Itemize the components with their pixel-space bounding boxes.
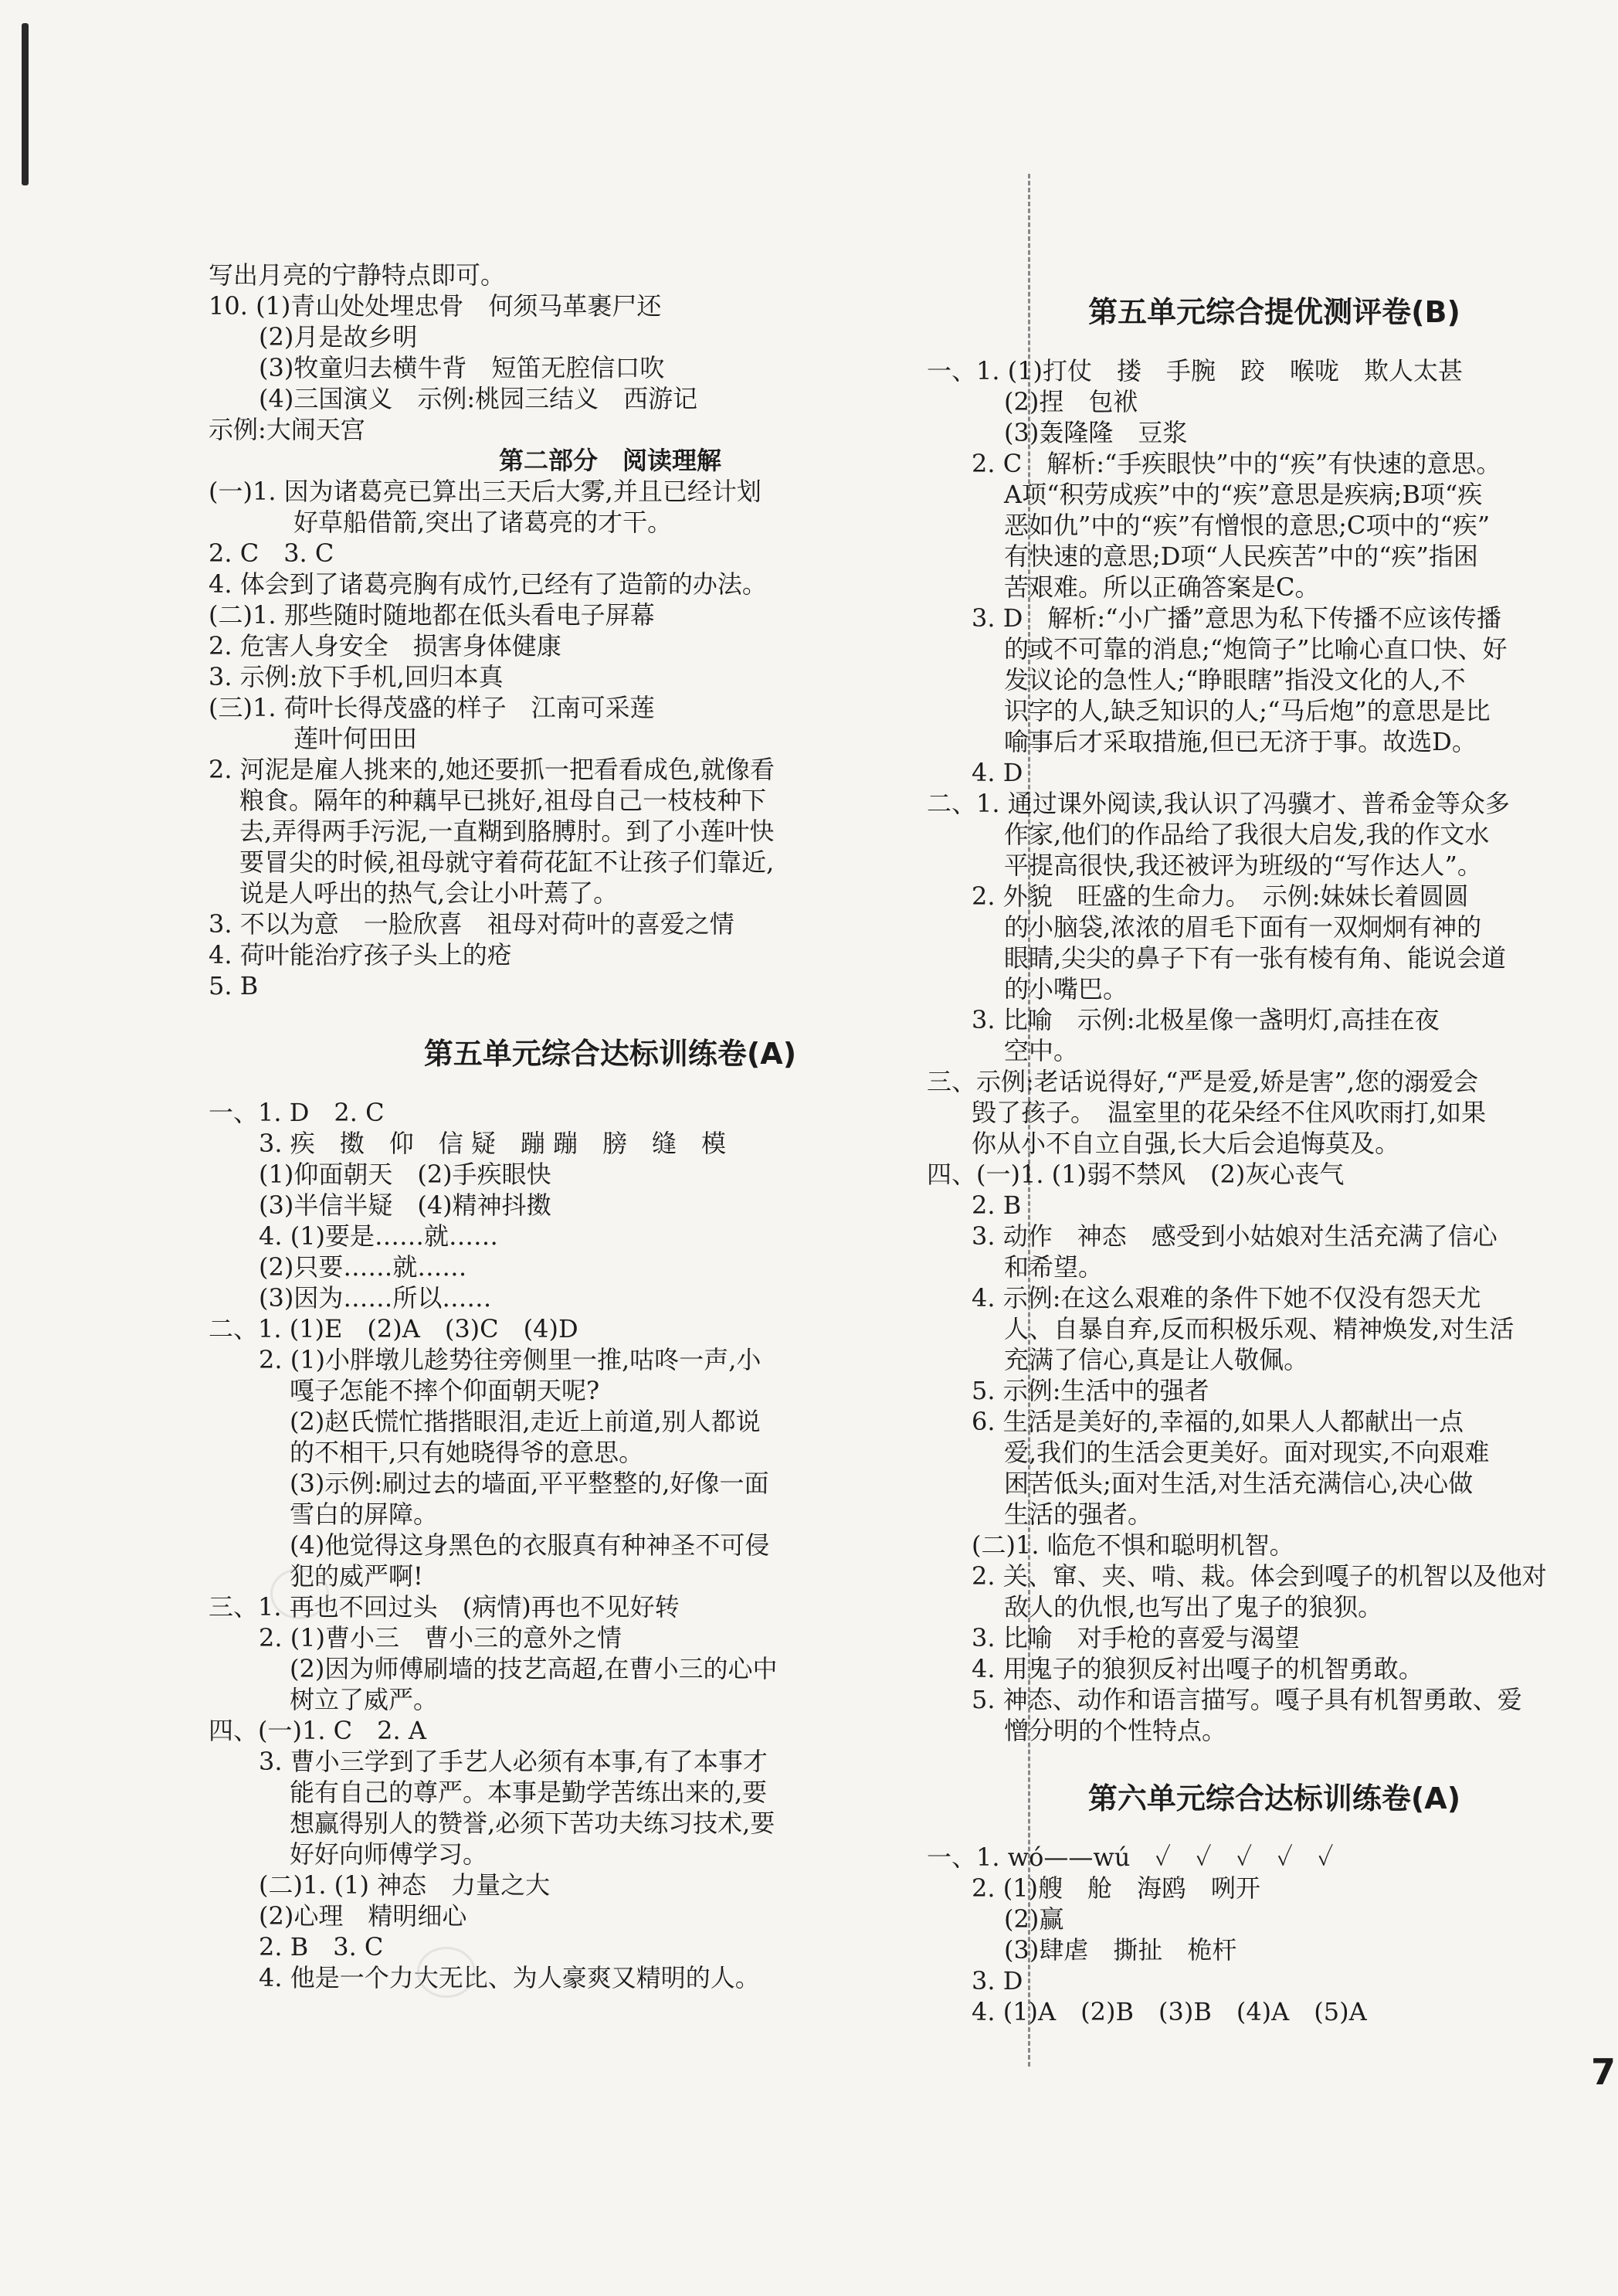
answer-line: 好好向师傅学习。	[290, 1839, 488, 1869]
answer-line: 二、1. (1)E (2)A (3)C (4)D	[209, 1314, 578, 1343]
section-title: 第五单元综合达标训练卷(A)	[423, 1037, 797, 1071]
answer-line: 能有自己的尊严。本事是勤学苦练出来的,要	[290, 1778, 768, 1807]
section-title: 第六单元综合达标训练卷(A)	[1087, 1781, 1461, 1815]
answer-line: 示例:大闹天宫	[209, 415, 365, 444]
answer-line: (2)赢	[1004, 1904, 1064, 1934]
answer-line: (2)赵氏慌忙揩揩眼泪,走近上前道,别人都说	[290, 1407, 761, 1436]
answer-line: 2. B	[972, 1190, 1022, 1220]
answer-line: 4. 体会到了诸葛亮胸有成竹,已经有了造箭的办法。	[209, 569, 767, 599]
answer-line: (二)1. (1) 神态 力量之大	[259, 1870, 551, 1900]
answer-line: 2. 危害人身安全 损害身体健康	[209, 631, 561, 661]
answer-line: 3. 比喻 示例:北极星像一盏明灯,高挂在夜	[972, 1005, 1440, 1034]
answer-line: 雪白的屏障。	[290, 1500, 439, 1529]
answer-line: 平提高很快,我还被评为班级的“写作达人”。	[1004, 851, 1482, 880]
watermark-stamp	[270, 1568, 329, 1619]
binding-edge-mark	[22, 23, 29, 185]
answer-line: 喻事后才采取措施,但已无济于事。故选D。	[1004, 727, 1477, 756]
answer-line: (2)月是故乡明	[259, 322, 418, 352]
answer-line: 和希望。	[1004, 1252, 1104, 1282]
answer-line: 3. 动作 神态 感受到小姑娘对生活充满了信心	[972, 1221, 1498, 1251]
answer-line: 空中。	[1004, 1036, 1079, 1065]
answer-line: 识字的人,缺乏知识的人;“马后炮”的意思是比	[1004, 696, 1491, 725]
right-column	[927, 260, 1618, 2027]
answer-line: 的不相干,只有她晓得爷的意思。	[290, 1438, 644, 1467]
answer-line: 2. 关、窜、夹、啃、栽。体会到嘎子的机智以及他对	[972, 1561, 1547, 1591]
answer-line: 的小脑袋,浓浓的眉毛下面有一双炯炯有神的	[1004, 912, 1482, 942]
answer-line: (4)他觉得这身黑色的衣服真有种神圣不可侵	[290, 1530, 770, 1560]
answer-line: 3. 比喻 对手枪的喜爱与渴望	[972, 1623, 1300, 1652]
answer-line: (2)捏 包袱	[1004, 387, 1138, 416]
answer-line: 5. 示例:生活中的强者	[972, 1376, 1209, 1405]
answer-line: (二)1. 临危不惧和聪明机智。	[972, 1530, 1294, 1560]
answer-line: (2)只要……就……	[259, 1252, 467, 1282]
answer-line: 要冒尖的时候,祖母就守着荷花缸不让孩子们靠近,	[239, 847, 775, 877]
answer-line: 爱,我们的生活会更美好。面对现实,不向艰难	[1004, 1438, 1490, 1467]
answer-line: (2)心理 精明细心	[259, 1901, 467, 1931]
left-column	[209, 260, 1012, 1993]
answer-line: 去,弄得两手污泥,一直糊到胳膊肘。到了小莲叶快	[239, 817, 775, 846]
answer-line: 眼睛,尖尖的鼻子下有一张有棱有角、能说会道	[1004, 943, 1507, 973]
answer-line: (3)示例:刷过去的墙面,平平整整的,好像一面	[290, 1469, 769, 1498]
answer-line: (3)肆虐 撕扯 桅杆	[1004, 1935, 1237, 1965]
answer-line: 困苦低头;面对生活,对生活充满信心,决心做	[1004, 1469, 1474, 1498]
answer-line: 一、1. (1)打仗 搂 手腕 跤 喉咙 欺人太甚	[927, 356, 1464, 385]
answer-line: 2. (1)艘 舱 海鸥 咧开	[972, 1873, 1261, 1903]
watermark-stamp	[417, 1947, 476, 1998]
answer-line: 生活的强者。	[1004, 1500, 1153, 1529]
answer-line: 的小嘴巴。	[1004, 974, 1128, 1004]
answer-line: 三、1. 再也不回过头 (病情)再也不见好转	[209, 1592, 680, 1622]
answer-line: 三、示例:老话说得好,“严是爱,娇是害”,您的溺爱会	[927, 1067, 1479, 1096]
answer-line: 有快速的意思;D项“人民疾苦”中的“疾”指困	[1004, 542, 1478, 571]
answer-line: (二)1. 那些随时随地都在低头看电子屏幕	[209, 600, 655, 630]
answer-line: 3. D	[972, 1966, 1023, 1995]
answer-line: 6. 生活是美好的,幸福的,如果人人都献出一点	[972, 1407, 1464, 1436]
answer-line: 好草船借箭,突出了诸葛亮的才干。	[293, 508, 673, 537]
answer-line: A项“积劳成疾”中的“疾”意思是疾病;B项“疾	[1004, 480, 1483, 509]
answer-line: 10. (1)青山处处埋忠骨 何须马革裹尸还	[209, 291, 662, 321]
answer-line: (3)因为……所以……	[259, 1283, 492, 1313]
answer-line: 苦艰难。所以正确答案是C。	[1004, 572, 1320, 602]
answer-line: 发议论的急性人;“睁眼瞎”指没文化的人,不	[1004, 665, 1466, 695]
answer-line: 4. 示例:在这么艰难的条件下她不仅没有怨天尤	[972, 1283, 1481, 1313]
answer-line: 3. 疾 擞 仰 信 疑 蹦 蹦 膀 缝 模	[259, 1129, 727, 1158]
answer-line: 2. C 3. C	[209, 538, 334, 568]
answer-line: 3. D 解析:“小广播”意思为私下传播不应该传播	[972, 603, 1501, 633]
answer-line: (三)1. 荷叶长得茂盛的样子 江南可采莲	[209, 693, 655, 722]
answer-line: (1)仰面朝天 (2)手疾眼快	[259, 1160, 551, 1189]
answer-line: 莲叶何田田	[293, 724, 418, 753]
answer-line: (4)三国演义 示例:桃园三结义 西游记	[259, 384, 698, 413]
answer-line: 充满了信心,真是让人敬佩。	[1004, 1345, 1309, 1374]
answer-line: 3. 不以为意 一脸欣喜 祖母对荷叶的喜爱之情	[209, 909, 734, 939]
answer-line: 一、1. D 2. C	[209, 1098, 385, 1127]
answer-line: 2. (1)小胖墩儿趁势往旁侧里一推,咕咚一声,小	[259, 1345, 762, 1374]
answer-line: (一)1. 因为诸葛亮已算出三天后大雾,并且已经计划	[209, 477, 762, 506]
answer-line: 3. 示例:放下手机,回归本真	[209, 662, 504, 691]
answer-line: 敌人的仇恨,也写出了鬼子的狼狈。	[1004, 1592, 1383, 1622]
answer-line: 犯的威严啊!	[290, 1561, 423, 1591]
answer-line: (3)轰隆隆 豆浆	[1004, 418, 1188, 447]
answer-line: 一、1. wó——wú ✓ ✓ ✓ ✓ ✓	[927, 1843, 1334, 1872]
answer-line: 作家,他们的作品给了我很大启发,我的作文水	[1004, 820, 1490, 849]
answer-line: 想赢得别人的赞誉,必须下苦功夫练习技术,要	[290, 1809, 775, 1838]
answer-line: 5. B	[209, 971, 259, 1000]
answer-line: 4. D	[972, 758, 1023, 787]
answer-line: 4. (1)A (2)B (3)B (4)A (5)A	[972, 1997, 1367, 2026]
answer-line: 的或不可靠的消息;“炮筒子”比喻心直口快、好	[1004, 634, 1508, 664]
answer-line: 2. 河泥是雇人挑来的,她还要抓一把看看成色,就像看	[209, 755, 775, 784]
answer-line: 4. 荷叶能治疗孩子头上的疮	[209, 940, 512, 970]
answer-line: 4. (1)要是……就……	[259, 1221, 499, 1251]
answer-line: 毁了孩子。 温室里的花朵经不住风吹雨打,如果	[972, 1098, 1487, 1127]
answer-line: (2)因为师傅刷墙的技艺高超,在曹小三的心中	[290, 1654, 778, 1683]
answer-line: 粮食。隔年的种藕早已挑好,祖母自己一枝枝种下	[239, 786, 767, 815]
answer-line: 2. (1)曹小三 曹小三的意外之情	[259, 1623, 622, 1652]
answer-line: 说是人呼出的热气,会让小叶蔫了。	[239, 878, 619, 908]
section-title: 第五单元综合提优测评卷(B)	[1088, 295, 1460, 329]
answer-line: 4. 他是一个力大无比、为人豪爽又精明的人。	[259, 1963, 760, 1992]
answer-line: (3)半信半疑 (4)精神抖擞	[259, 1190, 551, 1220]
answer-line: 二、1. 通过课外阅读,我认识了冯骥才、普希金等众多	[927, 789, 1510, 818]
answer-line: 四、(一)1. C 2. A	[209, 1716, 426, 1745]
answer-line: (3)牧童归去横牛背 短笛无腔信口吹	[259, 353, 665, 382]
part-heading: 第二部分 阅读理解	[498, 446, 721, 475]
answer-line: 2. C 解析:“手疾眼快”中的“疾”有快速的意思。	[972, 449, 1501, 478]
answer-line: 恶如仇”中的“疾”有憎恨的意思;C项中的“疾”	[1004, 511, 1491, 540]
answer-line: 树立了威严。	[290, 1685, 439, 1714]
answer-line: 2. B 3. C	[259, 1932, 384, 1961]
answer-line: 四、(一)1. (1)弱不禁风 (2)灰心丧气	[927, 1160, 1345, 1189]
answer-line: 憎分明的个性特点。	[1004, 1716, 1227, 1745]
page-number: 7	[1591, 2051, 1616, 2093]
answer-line: 人、自暴自弃,反而积极乐观、精神焕发,对生活	[1004, 1314, 1515, 1343]
answer-line: 3. 曹小三学到了手艺人必须有本事,有了本事才	[259, 1747, 768, 1776]
answer-line: 你从小不自立自强,长大后会追悔莫及。	[972, 1129, 1400, 1158]
answer-line: 2. 外貌 旺盛的生命力。 示例:妹妹长着圆圆	[972, 881, 1469, 911]
answer-line: 嘎子怎能不摔个仰面朝天呢?	[290, 1376, 600, 1405]
answer-line: 5. 神态、动作和语言描写。嘎子具有机智勇敢、爱	[972, 1685, 1522, 1714]
answer-line: 写出月亮的宁静特点即可。	[209, 260, 506, 290]
answer-line: 4. 用鬼子的狼狈反衬出嘎子的机智勇敢。	[972, 1654, 1423, 1683]
